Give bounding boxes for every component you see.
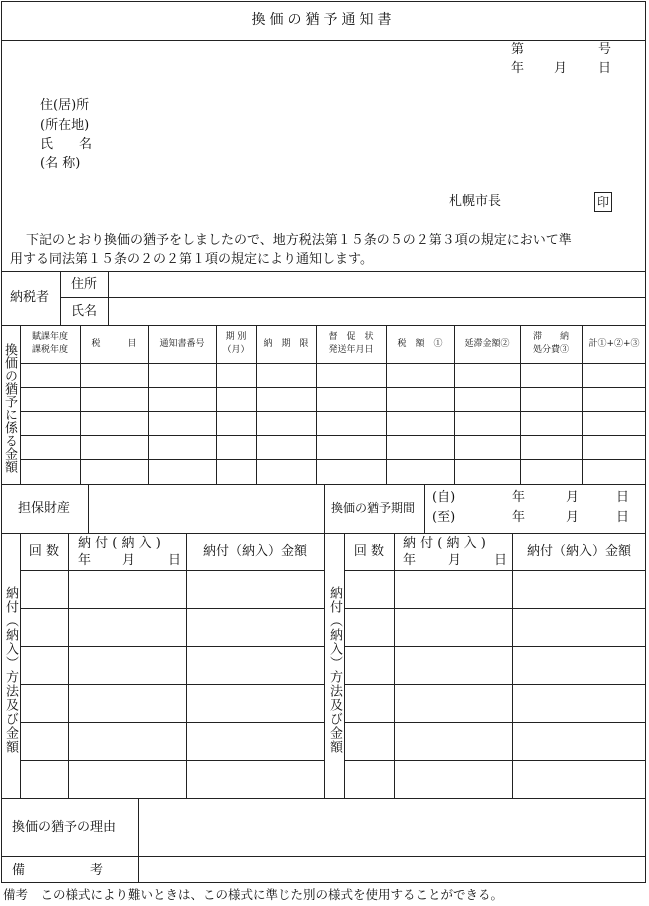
pay-l-col-amount: 納付（納入）金額 — [202, 544, 307, 559]
rule-pay-l-c2 — [186, 533, 187, 798]
payment-side-label-left: 納付（納入）方法及び金額 — [3, 586, 18, 754]
rule-pay-l3 — [20, 684, 324, 685]
pay-r-col-date: 納 付 ( 納 入 ) — [403, 536, 486, 551]
col-demand-2: 発送年月日 — [328, 345, 374, 355]
rule-taxpayer-mid — [60, 297, 646, 298]
rule-pay-r5 — [344, 760, 646, 761]
col-year-2: 課税年度 — [31, 345, 68, 355]
rule-pay-r3 — [344, 684, 646, 685]
rule-period-label-sep — [424, 484, 425, 533]
notice-line-2: 用する同法第１５条の２の２第１項の規定により通知します。 — [10, 252, 373, 267]
rule-pay-r1 — [344, 608, 646, 609]
col-due: 納 期 限 — [263, 339, 309, 349]
rule-pay-l-c1 — [68, 533, 69, 798]
rule-pay-r2 — [344, 646, 646, 647]
rule-pay-r-side — [344, 533, 345, 798]
pay-l-col-date: 納 付 ( 納 入 ) — [78, 536, 161, 551]
period-from-day: 日 — [616, 490, 630, 505]
period-from-year: 年 — [512, 490, 526, 505]
period-to-month: 月 — [566, 510, 580, 525]
rule-pay-l5 — [20, 760, 324, 761]
rule-remarks-top — [1, 856, 646, 857]
pay-r-col-date-month: 月 — [448, 553, 462, 568]
rule-pay-r-c2 — [512, 533, 513, 798]
rule-amounts-top — [1, 325, 646, 326]
number-dai: 第 — [511, 42, 525, 57]
address-label: 住(居)所 — [40, 98, 90, 113]
company-label: (名 称) — [40, 156, 81, 171]
rule-amounts-header — [20, 363, 646, 364]
rule-amounts-row2 — [20, 411, 646, 412]
col-total: 計①+②+③ — [588, 339, 640, 349]
col-demand-1: 督 促 状 — [328, 332, 374, 342]
period-to: (至) — [432, 510, 456, 525]
rule-pay-l2 — [20, 646, 324, 647]
rule-amounts-row4 — [20, 459, 646, 460]
pay-l-col-count: 回 数 — [28, 544, 60, 559]
col-tax: 税 額 ① — [397, 339, 443, 349]
col-period-1: 期 別 — [225, 332, 247, 342]
rule-taxpayer-top — [1, 271, 646, 272]
rule-title-bottom — [1, 40, 646, 41]
rule-reason-label-sep — [138, 798, 139, 883]
footnote: 備考 この様式により難いときは、この様式に準じた別の様式を使用することができる。 — [3, 887, 504, 902]
rule-taxpayer-label-sep — [60, 271, 61, 325]
rule-taxpayer-field-sep — [108, 271, 109, 325]
rule-payment-right-header — [344, 570, 646, 571]
name-label: 氏 名 — [40, 137, 93, 152]
rule-payment-left-header — [20, 570, 324, 571]
pay-l-col-date-year: 年 — [78, 553, 92, 568]
issuer-label: 札幌市長 — [449, 194, 502, 209]
rule-pay-r4 — [344, 722, 646, 723]
period-from: (自) — [432, 490, 456, 505]
period-label: 換価の猶予期間 — [331, 501, 416, 515]
period-to-year: 年 — [512, 510, 526, 525]
col-year-1: 賦課年度 — [31, 332, 68, 342]
taxpayer-name-label: 氏名 — [71, 304, 98, 319]
col-item: 税 目 — [91, 339, 137, 349]
rule-amounts-row1 — [20, 387, 646, 388]
date-year: 年 — [511, 61, 525, 76]
taxpayer-label: 納税者 — [10, 290, 50, 305]
col-notice-no: 通知書番号 — [159, 339, 205, 349]
seal-mark: 印 — [594, 192, 612, 212]
rule-pay-r-c1 — [394, 533, 395, 798]
col-fee-2: 処分費③ — [532, 345, 569, 355]
date-day: 日 — [598, 61, 612, 76]
pay-l-col-date-month: 月 — [122, 553, 136, 568]
amounts-side-label: 換価の猶予に係る金額 — [2, 343, 17, 473]
rule-mid-sep — [324, 484, 325, 798]
col-fee-1: 滞 納 — [532, 332, 569, 342]
taxpayer-address-label: 住所 — [71, 277, 98, 292]
remarks-label: 備 考 — [12, 863, 104, 878]
rule-collateral-label-sep — [88, 484, 89, 533]
payment-side-label-right: 納付（納入）方法及び金額 — [327, 586, 342, 754]
number-go: 号 — [598, 42, 612, 57]
pay-r-col-date-day: 日 — [494, 553, 508, 568]
rule-amounts-row3 — [20, 435, 646, 436]
rule-pay-l4 — [20, 722, 324, 723]
form-title: 換価の猶予通知書 — [251, 12, 396, 28]
date-month: 月 — [554, 61, 568, 76]
collateral-label: 担保財産 — [18, 501, 71, 516]
reason-label: 換価の猶予の理由 — [12, 820, 117, 835]
period-from-month: 月 — [566, 490, 580, 505]
location-label: (所在地) — [40, 118, 90, 133]
pay-r-col-amount: 納付（納入）金額 — [526, 544, 631, 559]
pay-r-col-count: 回 数 — [353, 544, 385, 559]
rule-reason-top — [1, 798, 646, 799]
col-late: 延滞金額② — [464, 339, 510, 349]
col-period-2: （月） — [222, 345, 250, 355]
pay-l-col-date-day: 日 — [168, 553, 182, 568]
notice-line-1: 下記のとおり換価の猶予をしましたので、地方税法第１５条の５の２第３項の規定において準 — [26, 233, 572, 248]
pay-r-col-date-year: 年 — [403, 553, 417, 568]
period-to-day: 日 — [616, 510, 630, 525]
rule-pay-l1 — [20, 608, 324, 609]
rule-pay-l-side — [20, 533, 21, 798]
